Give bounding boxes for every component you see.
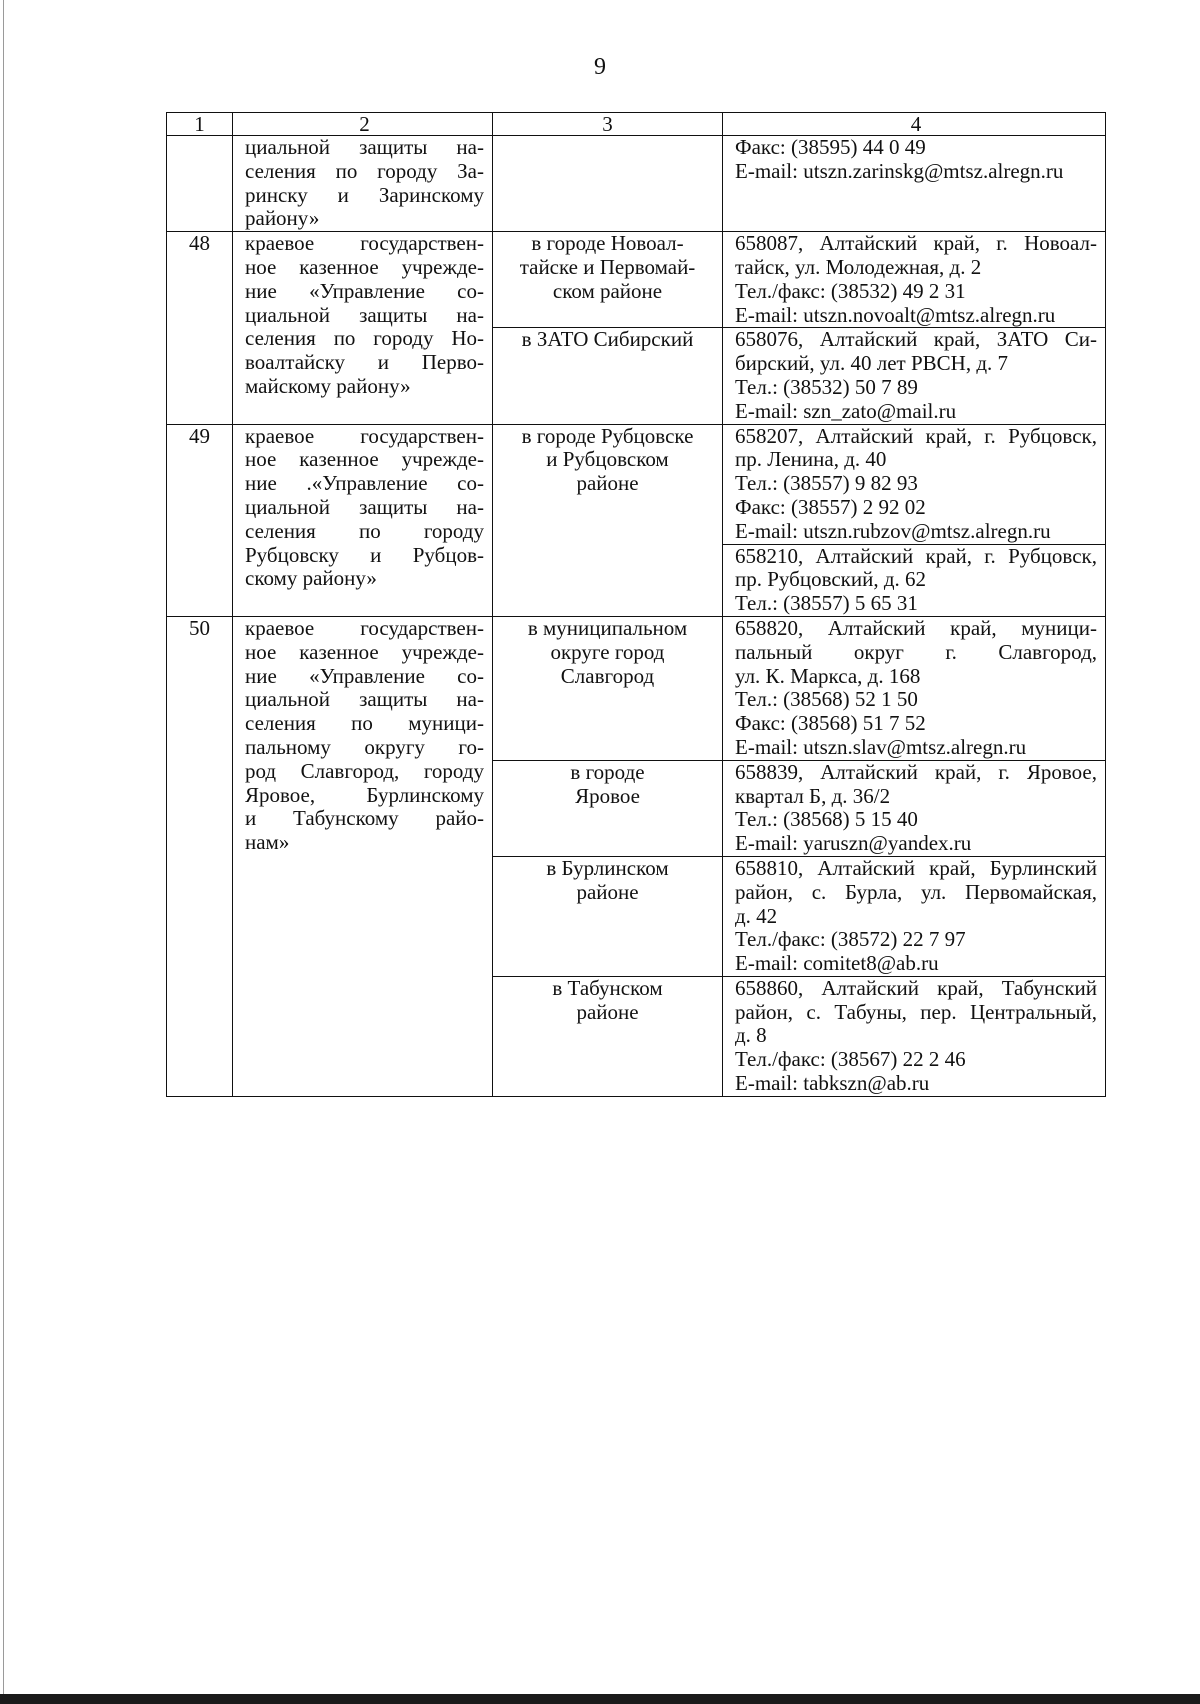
text-line: селения по городу За- (245, 158, 484, 183)
text-line: селения по муници- (245, 711, 484, 736)
email-line: E-mail: utszn.zarinskg@mtsz.alregn.ru (735, 158, 1064, 183)
text-line: ском районе (552, 278, 663, 303)
fax-line: Факс: (38568) 51 7 52 (735, 711, 926, 736)
text-line: селения по городу (245, 518, 484, 543)
text-line: циальной защиты на- (245, 302, 484, 327)
text-line: ние .«Управление со- (245, 471, 484, 496)
text-line: циальной защиты на- (245, 135, 484, 159)
address-line: 658087, Алтайский край, г. Новоал- (735, 231, 1097, 256)
email-line: E-mail: yaruszn@yandex.ru (735, 831, 972, 856)
address-line: 658860, Алтайский край, Табунский (735, 975, 1097, 1000)
organization-name (233, 616, 493, 1096)
organization-name (233, 136, 493, 232)
address-line: район, с. Бурла, ул. Первомайская, (735, 879, 1097, 904)
text-line: районе (576, 999, 639, 1024)
scan-edge-line (3, 0, 4, 1694)
address-line: 658820, Алтайский край, муници- (735, 615, 1097, 640)
text-line: и Табунскому райо- (245, 806, 484, 831)
address-line: бирский, ул. 40 лет РВСН, д. 7 (735, 351, 1008, 376)
email-line: E-mail: tabkszn@ab.ru (735, 1071, 930, 1096)
address-line: квартал Б, д. 36/2 (735, 783, 891, 808)
text-line: в городе Новоал- (531, 231, 684, 256)
contact-details (723, 328, 1106, 424)
row-number (167, 136, 233, 232)
address-line: 658076, Алтайский край, ЗАТО Си- (735, 327, 1097, 352)
phone-line: Тел.: (38532) 50 7 89 (735, 374, 918, 399)
text-line: краевое государствен- (245, 615, 484, 640)
phone-line: Тел.: (38568) 52 1 50 (735, 687, 918, 712)
text-line: род Славгород, городу (245, 758, 484, 783)
header-col-2: 2 (233, 113, 493, 136)
text-line: району» (245, 206, 320, 231)
address-line: пр. Ленина, д. 40 (735, 447, 887, 472)
contact-details (723, 856, 1106, 976)
email-line: E-mail: utszn.rubzov@mtsz.alregn.ru (735, 518, 1051, 543)
text-line: ринску и Заринскому (245, 182, 484, 207)
header-col-1: 1 (167, 113, 233, 136)
contact-details (723, 544, 1106, 616)
contact-details (723, 232, 1106, 328)
address-line: пальный округ г. Славгород, (735, 639, 1097, 664)
phone-line: Тел.: (38557) 5 65 31 (735, 591, 918, 616)
email-line: E-mail: szn_zato@mail.ru (735, 398, 957, 423)
phone-line: Тел./факс: (38567) 22 2 46 (735, 1047, 966, 1072)
text-line: ние «Управление со- (245, 278, 484, 303)
header-col-4: 4 (723, 113, 1106, 136)
text-line: округе город (550, 639, 665, 664)
service-area (493, 328, 723, 424)
contact-details (723, 424, 1106, 544)
address-line: пр. Рубцовский, д. 62 (735, 567, 927, 592)
scan-bottom-edge (0, 1694, 1200, 1704)
text-line: ное казенное учрежде- (245, 447, 484, 472)
phone-line: Тел./факс: (38532) 49 2 31 (735, 278, 966, 303)
service-area (493, 424, 723, 616)
contact-details (723, 616, 1106, 760)
email-line: E-mail: utszn.novoalt@mtsz.alregn.ru (735, 302, 1056, 327)
fax-line: Факс: (38557) 2 92 02 (735, 494, 926, 519)
service-area (493, 232, 723, 328)
service-area (493, 616, 723, 760)
text-line: Рубцовску и Рубцов- (245, 542, 484, 567)
email-line: E-mail: utszn.slav@mtsz.alregn.ru (735, 734, 1027, 759)
service-area (493, 976, 723, 1096)
text-line: в Табунском (552, 975, 663, 1000)
service-area (493, 856, 723, 976)
organization-name (233, 424, 493, 616)
text-line: районе (576, 471, 639, 496)
phone-line: Тел./факс: (38572) 22 7 97 (735, 927, 966, 952)
address-line: 658207, Алтайский край, г. Рубцовск, (735, 423, 1097, 448)
text-line: Яровое, Бурлинскому (245, 782, 484, 807)
text-line: тайске и Первомай- (519, 254, 696, 279)
text-line: воалтайску и Перво- (245, 350, 484, 375)
text-line: в муниципальном (527, 615, 688, 640)
text-line: пальному округу го- (245, 734, 484, 759)
text-line: скому району» (245, 566, 377, 591)
address-line: район, с. Табуны, пер. Центральный, (735, 999, 1097, 1024)
table-row-50 (167, 616, 1106, 760)
text-line: циальной защиты на- (245, 494, 484, 519)
address-line: д. 8 (735, 1023, 767, 1048)
row-number: 50 (167, 616, 233, 1096)
text-line: Славгород (560, 663, 655, 688)
text-line: в городе (570, 759, 645, 784)
text-line: и Рубцовском (546, 447, 669, 472)
text-line: ние «Управление со- (245, 663, 484, 688)
row-number: 49 (167, 424, 233, 616)
table-row-continuation (167, 136, 1106, 232)
contact-details (723, 976, 1106, 1096)
address-line: 658839, Алтайский край, г. Яровое, (735, 759, 1097, 784)
address-line: д. 42 (735, 903, 778, 928)
text-line: районе (576, 879, 639, 904)
address-line: ул. К. Маркса, д. 168 (735, 663, 921, 688)
row-number: 48 (167, 232, 233, 424)
page-number: 9 (594, 54, 606, 80)
text-line: в Бурлинском (546, 855, 669, 880)
table-header-row (167, 113, 1106, 136)
text-line: селения по городу Но- (245, 326, 484, 351)
phone-line: Тел.: (38557) 9 82 93 (735, 471, 918, 496)
header-col-3: 3 (493, 113, 723, 136)
address-line: 658810, Алтайский край, Бурлинский (735, 855, 1097, 880)
address-line: 658210, Алтайский край, г. Рубцовск, (735, 543, 1097, 568)
text-line: в ЗАТО Сибирский (521, 327, 694, 352)
text-line: Яровое (575, 783, 640, 808)
text-line: циальной защиты на- (245, 687, 484, 712)
contact-details (723, 136, 1106, 232)
text-line: краевое государствен- (245, 231, 484, 256)
text-line: краевое государствен- (245, 423, 484, 448)
text-line: в городе Рубцовске (521, 423, 694, 448)
table-row-49 (167, 424, 1106, 544)
organization-name (233, 232, 493, 424)
contact-details (723, 760, 1106, 856)
text-line: нам» (245, 830, 290, 855)
contacts-table (166, 112, 1106, 1097)
service-area (493, 760, 723, 856)
service-area (493, 136, 723, 232)
text-line: ное казенное учрежде- (245, 639, 484, 664)
address-line: тайск, ул. Молодежная, д. 2 (735, 254, 982, 279)
text-line: майскому району» (245, 373, 411, 398)
table-row-48 (167, 232, 1106, 328)
phone-line: Тел.: (38568) 5 15 40 (735, 807, 918, 832)
text-line: ное казенное учрежде- (245, 254, 484, 279)
fax-line: Факс: (38595) 44 0 49 (735, 135, 926, 159)
email-line: E-mail: comitet8@ab.ru (735, 951, 939, 976)
